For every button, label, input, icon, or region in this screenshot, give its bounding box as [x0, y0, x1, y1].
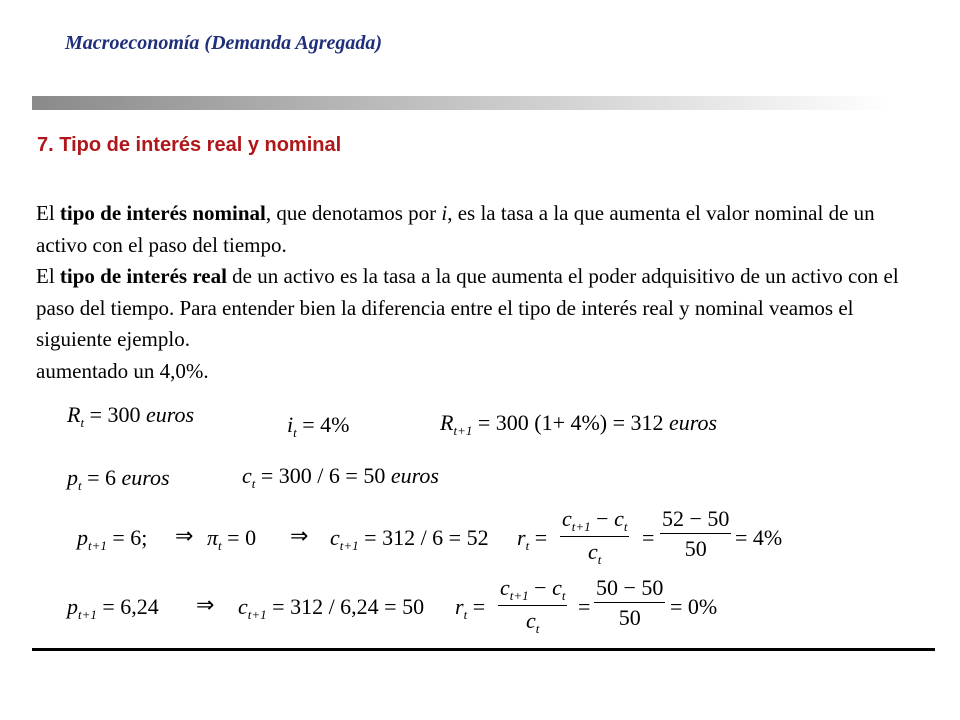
- equals: =: [467, 594, 486, 619]
- fraction-numerator: [560, 508, 629, 537]
- subscript: t+1: [247, 607, 267, 622]
- fraction-numerator: 52 − 50: [660, 508, 731, 534]
- equation-p-t1: [67, 596, 159, 621]
- var: p: [67, 594, 78, 619]
- var: c: [562, 506, 572, 531]
- implies-arrow: ⇒: [290, 523, 309, 548]
- subscript: t: [597, 552, 602, 567]
- rhs: = 300 (1+ 4%) = 312: [472, 410, 670, 435]
- subscript: t: [251, 476, 256, 491]
- rhs: = 300 / 6 = 50: [255, 463, 391, 488]
- subscript: t: [463, 607, 468, 622]
- subscript: t: [80, 415, 85, 430]
- text: El: [36, 201, 60, 225]
- section-heading: 7. Tipo de interés real y nominal: [37, 134, 342, 156]
- equation-pi-t: [207, 527, 256, 552]
- paragraph-aumentado: aumentado un 4,0%.: [36, 358, 209, 383]
- rhs: = 6: [81, 465, 122, 490]
- unit: euros: [146, 402, 195, 427]
- text: de un activo es la tasa a la que aumenta el poder adquisitivo de un activo con el paso del tiempo. Para entender bien la diferencia entre el tipo de interés real y nominal veamos el siguiente ejemplo.: [36, 264, 899, 351]
- equation-p-t1: [77, 527, 147, 552]
- var: p: [77, 525, 88, 550]
- fraction-values: [660, 508, 731, 560]
- var: c: [500, 575, 510, 600]
- equation-r-t1: [440, 412, 717, 437]
- rhs: = 0: [221, 525, 257, 550]
- text: El: [36, 264, 60, 288]
- var: p: [67, 465, 78, 490]
- equation-r-t: [67, 404, 194, 429]
- subscript: t: [78, 478, 82, 493]
- result-rate: = 4%: [735, 525, 783, 550]
- unit: euros: [390, 463, 439, 488]
- paragraph-real: [36, 261, 916, 356]
- body-text: [36, 198, 916, 387]
- var: π: [207, 525, 219, 550]
- italic-var: i: [441, 201, 448, 225]
- subscript: t: [293, 425, 297, 440]
- unit: euros: [669, 410, 718, 435]
- var: c: [588, 539, 598, 564]
- minus: −: [590, 506, 615, 531]
- rhs: = 6,24: [96, 594, 159, 619]
- minus: −: [528, 575, 553, 600]
- text: , es la tasa a la que aumenta el valor nominal de un activo con el paso del tiempo.: [36, 201, 875, 257]
- subscript: t+1: [78, 607, 97, 622]
- paragraph-nominal: [36, 198, 916, 261]
- header-title: Macroeconomía (Demanda Agregada): [65, 32, 383, 54]
- fraction-numerator: [498, 577, 567, 606]
- fraction-growth-formula: [560, 508, 629, 566]
- subscript: t: [525, 538, 530, 553]
- subscript: t: [535, 621, 540, 636]
- implies-arrow: ⇒: [175, 523, 194, 548]
- subscript: t: [561, 588, 566, 603]
- subscript: t+1: [509, 588, 529, 603]
- var: r: [455, 594, 464, 619]
- fraction-denominator: 50: [618, 605, 641, 630]
- var: c: [614, 506, 624, 531]
- equals-sign: =: [578, 594, 591, 619]
- fraction-denominator: 50: [684, 536, 707, 561]
- rhs: = 300: [84, 402, 146, 427]
- rhs: = 312 / 6 = 52: [358, 525, 489, 550]
- bottom-rule: [32, 648, 935, 651]
- fraction-values: [594, 577, 665, 629]
- rhs: = 4%: [296, 412, 350, 437]
- subscript: t+1: [339, 538, 359, 553]
- equation-c-t1: [330, 527, 489, 552]
- var: c: [242, 463, 252, 488]
- var: R: [67, 402, 81, 427]
- fraction-numerator: 50 − 50: [594, 577, 665, 603]
- subscript: t+1: [571, 519, 591, 534]
- header-divider-bar: [32, 96, 892, 110]
- unit: euros: [121, 465, 170, 490]
- equation-c-t1: [238, 596, 424, 621]
- var: c: [526, 608, 536, 633]
- subscript: t: [623, 519, 628, 534]
- equals: =: [529, 525, 548, 550]
- var: r: [517, 525, 526, 550]
- text: , que denotamos por: [265, 201, 442, 225]
- equals-sign: =: [642, 525, 655, 550]
- equation-c-t: [242, 465, 439, 490]
- equation-r-t-lhs: [517, 527, 547, 552]
- subscript: t+1: [453, 423, 473, 438]
- subscript: t+1: [88, 538, 107, 553]
- equation-r-t-lhs: [455, 596, 485, 621]
- bold-term: tipo de interés nominal: [59, 201, 266, 225]
- var: c: [238, 594, 248, 619]
- var: c: [330, 525, 340, 550]
- rhs: = 312 / 6,24 = 50: [266, 594, 425, 619]
- equation-p-t: [67, 467, 170, 492]
- var: c: [552, 575, 562, 600]
- fraction-denominator: [498, 606, 567, 635]
- fraction-denominator: [560, 537, 629, 566]
- subscript: t: [218, 538, 222, 553]
- rhs: = 6;: [106, 525, 148, 550]
- equation-i-t: [287, 414, 349, 439]
- implies-arrow: ⇒: [196, 592, 215, 617]
- var: R: [440, 410, 454, 435]
- bold-term: tipo de interés real: [59, 264, 227, 288]
- fraction-growth-formula: [498, 577, 567, 635]
- result-rate: = 0%: [670, 594, 718, 619]
- var: i: [287, 412, 294, 437]
